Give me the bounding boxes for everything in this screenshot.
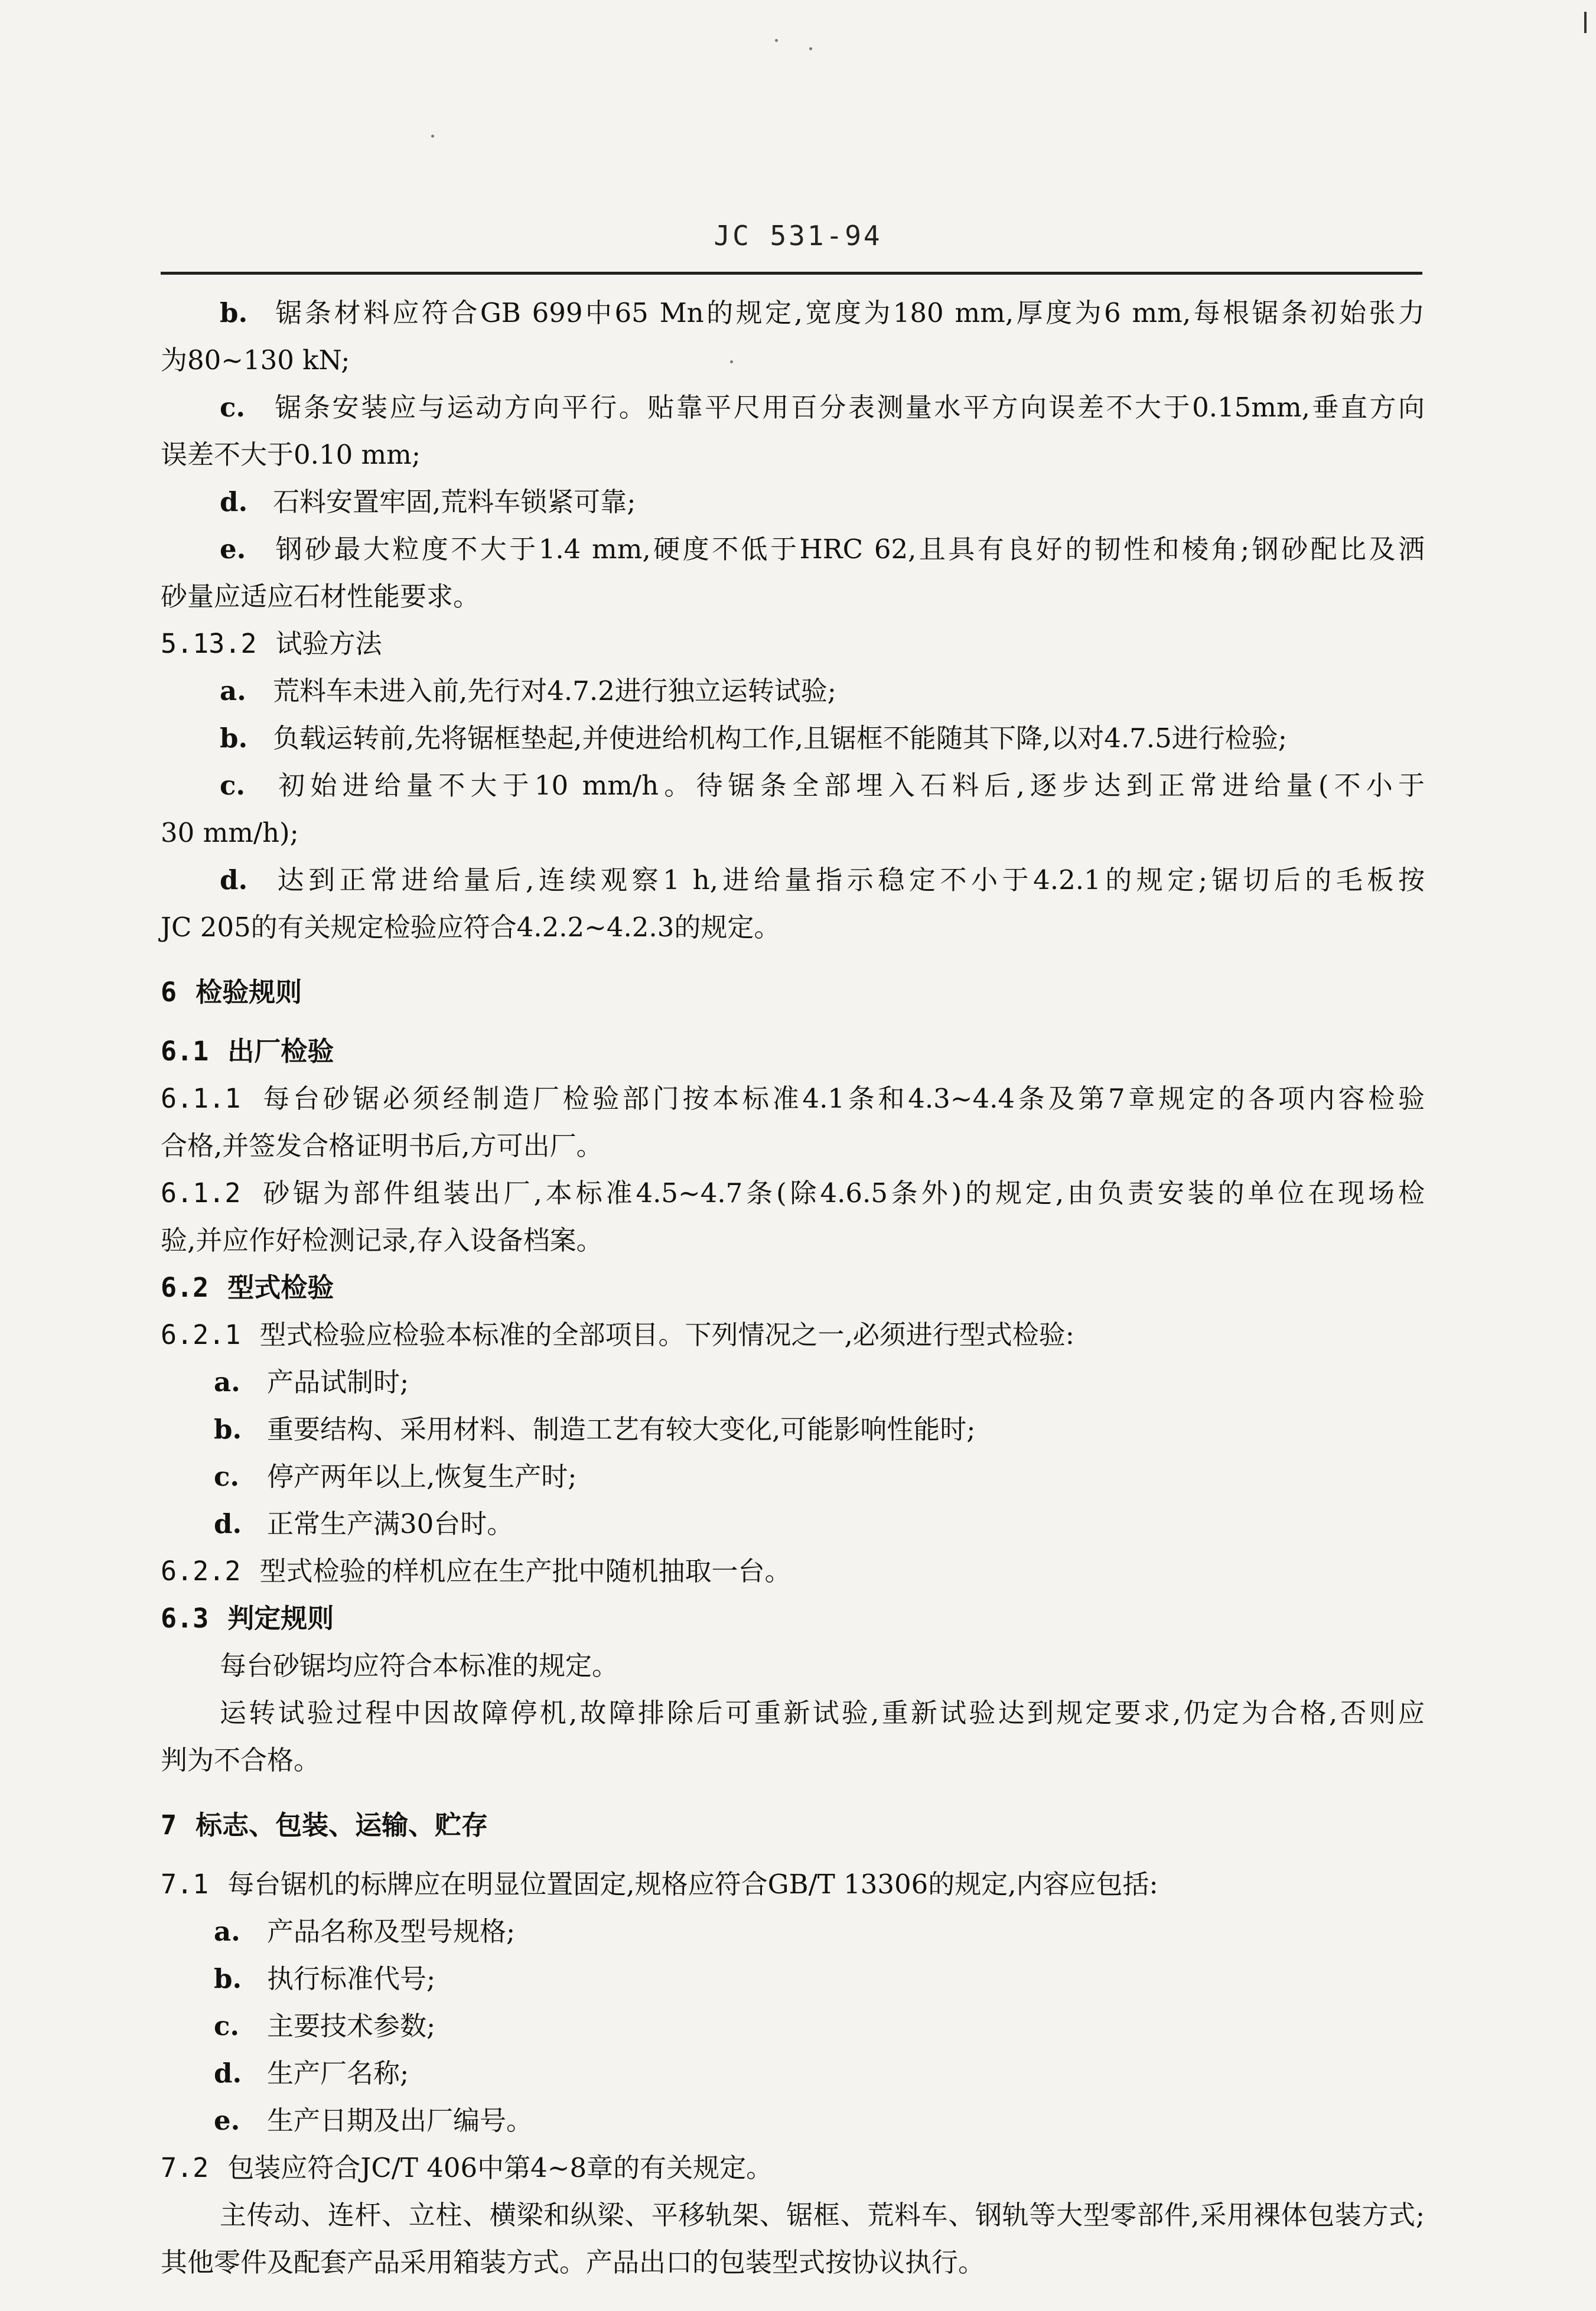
item-label: c.: [220, 392, 246, 423]
clause: [161, 620, 1425, 668]
continuation-line: [161, 1217, 1425, 1264]
item-label: b.: [214, 1414, 242, 1445]
clause-text: 型式检验的样机应在生产批中随机抽取一台。: [259, 1555, 792, 1587]
list-item: [161, 1406, 1425, 1453]
list-item: [161, 526, 1425, 573]
subsection-number: 6.3: [161, 1603, 209, 1634]
document-body: [161, 289, 1425, 2286]
continuation-line: [161, 809, 1425, 857]
item-text: 锯条材料应符合GB 699中65 Mn的规定,宽度为180 mm,厚度为6 mm,每根锯条初始张力: [273, 297, 1425, 328]
continuation-text: 为80~130 kN;: [161, 344, 350, 376]
continuation-line: [161, 573, 1425, 620]
scan-speck: [809, 47, 812, 50]
item-text: 钢砂最大粒度不大于1.4 mm,硬度不低于HRC 62,且具有良好的韧性和棱角;钢砂配比及洒: [273, 533, 1425, 565]
clause-text: 砂锯为部件组装出厂,本标准4.5~4.7条(除4.6.5条外)的规定,由负责安装的单位在现场检: [259, 1177, 1425, 1209]
subsection-title: 型式检验: [227, 1272, 334, 1303]
header-rule: [161, 272, 1422, 275]
paragraph: [161, 1690, 1425, 1737]
page-header: JC 531-94: [714, 220, 882, 252]
clause-number: 6.2.1: [161, 1319, 241, 1350]
continuation-line: [161, 431, 1425, 479]
continuation-text: 30 mm/h);: [161, 817, 299, 848]
clause-text: 型式检验应检验本标准的全部项目。下列情况之一,必须进行型式检验:: [259, 1319, 1074, 1350]
clause: [161, 1548, 1425, 1595]
continuation-line: [161, 1122, 1425, 1170]
continuation-text: 判为不合格。: [161, 1744, 321, 1776]
continuation-text: 合格,并签发合格证明书后,方可出厂。: [161, 1130, 603, 1161]
item-label: b.: [220, 722, 248, 754]
item-label: e.: [220, 533, 246, 565]
item-label: c.: [220, 770, 246, 801]
paragraph-text: 运转试验过程中因故障停机,故障排除后可重新试验,重新试验达到规定要求,仍定为合格,否则应: [220, 1697, 1425, 1729]
clause-text: 每台锯机的标牌应在明显位置固定,规格应符合GB/T 13306的规定,内容应包括:: [227, 1869, 1158, 1900]
item-text: 停产两年以上,恢复生产时;: [267, 1461, 577, 1492]
item-label: d.: [214, 1508, 242, 1539]
item-label: d.: [214, 2058, 242, 2089]
paragraph-text: 每台砂锯均应符合本标准的规定。: [220, 1650, 619, 1681]
clause-number: 6.2.2: [161, 1555, 241, 1587]
item-text: 主要技术参数;: [267, 2010, 436, 2042]
clause-number: 6.1.2: [161, 1177, 241, 1209]
item-label: c.: [214, 1461, 240, 1492]
item-text: 锯条安装应与运动方向平行。贴靠平尺用百分表测量水平方向误差不大于0.15mm,垂直方向: [273, 392, 1425, 423]
list-item: [161, 715, 1425, 762]
continuation-line: [161, 337, 1425, 384]
section-heading: [161, 969, 1425, 1016]
clause-number: 5.13.2: [161, 628, 257, 659]
paragraph: [161, 2192, 1425, 2239]
item-label: b.: [214, 1963, 242, 1994]
list-item: [161, 1908, 1425, 1955]
item-text: 初始进给量不大于10 mm/h。待锯条全部埋入石料后,逐步达到正常进给量(不小于: [273, 770, 1425, 801]
subsection-number: 6.1: [161, 1036, 209, 1067]
section-number: 7: [161, 1809, 177, 1841]
section-heading: [161, 1802, 1425, 1849]
paragraph-text: 主传动、连杆、立柱、横梁和纵梁、平移轨架、锯框、荒料车、钢轨等大型零部件,采用裸体包装方式;: [220, 2199, 1425, 2231]
item-label: d.: [220, 864, 248, 896]
item-label: a.: [214, 1916, 240, 1947]
item-label: b.: [220, 297, 248, 328]
item-text: 负载运转前,先将锯框垫起,并使进给机构工作,且锯框不能随其下降,以对4.7.5进行检验;: [273, 722, 1287, 754]
continuation-line: [161, 2239, 1425, 2286]
list-item: [161, 1500, 1425, 1548]
subsection-number: 6.2: [161, 1272, 209, 1303]
list-item: [161, 762, 1425, 809]
list-item: [161, 384, 1425, 431]
continuation-text: 验,并应作好检测记录,存入设备档案。: [161, 1225, 603, 1256]
list-item: [161, 1955, 1425, 2003]
item-label: a.: [220, 675, 246, 707]
item-label: a.: [214, 1366, 240, 1398]
section-title: 标志、包装、运输、贮存: [196, 1809, 488, 1841]
list-item: [161, 2003, 1425, 2050]
list-item: [161, 1359, 1425, 1406]
item-text: 石料安置牢固,荒料车锁紧可靠;: [273, 486, 636, 517]
list-item: [161, 1453, 1425, 1500]
list-item: [161, 2050, 1425, 2097]
scan-speck: [775, 39, 778, 42]
item-text: 荒料车未进入前,先行对4.7.2进行独立运转试验;: [273, 675, 836, 707]
list-item: [161, 668, 1425, 715]
scan-speck: [431, 135, 434, 138]
subsection-heading: [161, 1028, 1425, 1075]
item-label: e.: [214, 2105, 240, 2136]
item-text: 达到正常进给量后,连续观察1 h,进给量指示稳定不小于4.2.1的规定;锯切后的毛板按: [273, 864, 1425, 896]
subsection-heading: [161, 1595, 1425, 1642]
item-label: d.: [220, 486, 248, 517]
item-text: 产品名称及型号规格;: [267, 1916, 516, 1947]
section-number: 6: [161, 977, 177, 1008]
item-text: 重要结构、采用材料、制造工艺有较大变化,可能影响性能时;: [267, 1414, 976, 1445]
subsection-title: 出厂检验: [227, 1036, 334, 1067]
list-item: [161, 857, 1425, 904]
continuation-text: 误差不大于0.10 mm;: [161, 439, 421, 470]
clause-number: 6.1.1: [161, 1083, 241, 1114]
clause-text: 每台砂锯必须经制造厂检验部门按本标准4.1条和4.3~4.4条及第7章规定的各项内容检验: [259, 1083, 1425, 1114]
clause-number: 7.2: [161, 2152, 209, 2183]
continuation-text: JC 205的有关规定检验应符合4.2.2~4.2.3的规定。: [161, 912, 781, 943]
clause: [161, 1311, 1425, 1359]
section-title: 检验规则: [196, 977, 302, 1008]
clause-text: 包装应符合JC/T 406中第4~8章的有关规定。: [227, 2152, 773, 2183]
list-item: [161, 289, 1425, 337]
clause-number: 7.1: [161, 1869, 209, 1900]
continuation-text: 砂量应适应石材性能要求。: [161, 581, 480, 612]
continuation-line: [161, 1737, 1425, 1784]
scan-mark: [1584, 12, 1587, 33]
list-item: [161, 2097, 1425, 2144]
paragraph: [161, 1642, 1425, 1690]
subsection-title: 判定规则: [227, 1603, 334, 1634]
clause-text: 试验方法: [275, 628, 382, 659]
item-text: 生产厂名称;: [267, 2058, 409, 2089]
item-text: 正常生产满30台时。: [267, 1508, 514, 1539]
subsection-heading: [161, 1264, 1425, 1311]
continuation-text: 其他零件及配套产品采用箱装方式。产品出口的包装型式按协议执行。: [161, 2247, 985, 2278]
item-text: 产品试制时;: [267, 1366, 409, 1398]
list-item: [161, 479, 1425, 526]
clause: [161, 1075, 1425, 1122]
item-label: c.: [214, 2010, 240, 2042]
item-text: 执行标准代号;: [267, 1963, 436, 1994]
clause: [161, 2144, 1425, 2192]
continuation-line: [161, 904, 1425, 951]
clause: [161, 1861, 1425, 1908]
clause: [161, 1170, 1425, 1217]
item-text: 生产日期及出厂编号。: [267, 2105, 533, 2136]
